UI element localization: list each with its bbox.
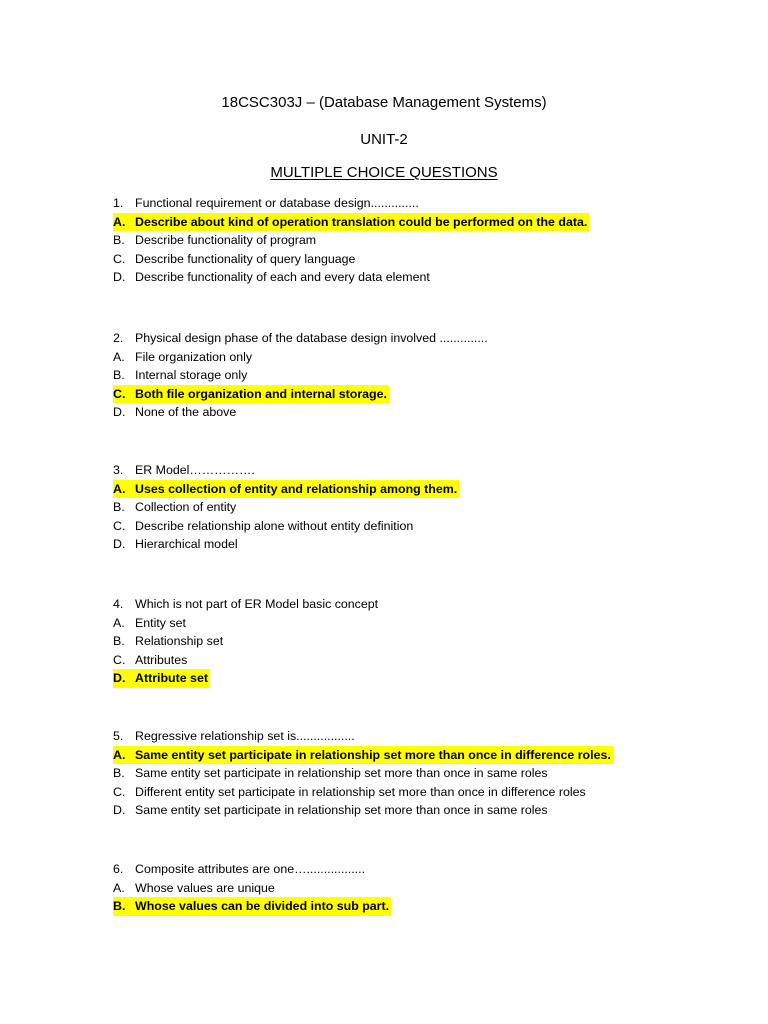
option (113, 632, 733, 651)
option-marker: C. (113, 251, 126, 266)
question-block (113, 595, 733, 688)
question-number: 1. (113, 196, 124, 210)
question-line (113, 329, 733, 348)
option-marker: D. (113, 270, 126, 285)
option (113, 801, 733, 820)
option-marker: B. (113, 500, 125, 515)
option-marker: C. (113, 386, 126, 401)
option-text: Describe functionality of program (135, 233, 317, 248)
question-number: 6. (113, 862, 124, 876)
question-line (113, 595, 733, 614)
option-text: Both file organization and internal storage. (135, 386, 387, 401)
option (113, 250, 733, 269)
question-block (113, 194, 733, 287)
option-text: Describe about kind of operation translation could be performed on the data. (135, 214, 588, 229)
question-text: Physical design phase of the database design involved .............. (135, 331, 488, 345)
option-text: Uses collection of entity and relationship among them. (135, 481, 458, 496)
option-marker: D. (113, 537, 126, 552)
option-marker: D. (113, 405, 126, 420)
option (113, 879, 733, 898)
option-text: Attribute set (135, 671, 208, 686)
option (113, 403, 733, 422)
option-text: Whose values can be divided into sub part. (135, 899, 390, 914)
question-text: Functional requirement or database design.............. (135, 196, 419, 210)
question-number: 3. (113, 463, 124, 477)
option-text: Whose values are unique (135, 880, 275, 895)
option-marker: D. (113, 671, 126, 686)
option-marker: B. (113, 899, 126, 914)
option-marker: A. (113, 615, 125, 630)
question-line (113, 194, 733, 213)
answer-option (113, 746, 613, 765)
option-marker: C. (113, 784, 126, 799)
question-line (113, 461, 733, 480)
question-block (113, 727, 733, 820)
option-marker: B. (113, 368, 125, 383)
question-number: 5. (113, 729, 124, 743)
option-text: Same entity set participate in relationship set more than once in difference roles. (135, 747, 611, 762)
option (113, 783, 733, 802)
question-text: Regressive relationship set is................. (135, 729, 355, 743)
option (113, 498, 733, 517)
question-line (113, 727, 733, 746)
option-marker: A. (113, 747, 126, 762)
option-text: Describe relationship alone without entity definition (135, 518, 414, 533)
option-text: Attributes (135, 652, 188, 667)
unit-heading: UNIT-2 (360, 131, 408, 148)
option-text: Relationship set (135, 634, 224, 649)
answer-option (113, 385, 389, 404)
option-text: Collection of entity (135, 500, 237, 515)
option (113, 517, 733, 536)
question-number: 4. (113, 597, 124, 611)
option-text: File organization only (135, 349, 253, 364)
option-marker: B. (113, 766, 125, 781)
option-text: Same entity set participate in relationship set more than once in same roles (135, 766, 548, 781)
question-block (113, 461, 733, 554)
document-title: 18CSC303J – (Database Management Systems) (221, 94, 547, 111)
answer-option (113, 897, 391, 916)
option (113, 614, 733, 633)
answer-option (113, 480, 459, 499)
question-text: Composite attributes are one…................. (135, 862, 366, 876)
option (113, 366, 733, 385)
option-marker: A. (113, 349, 125, 364)
question-block (113, 860, 733, 916)
option-marker: C. (113, 518, 126, 533)
option (113, 535, 733, 554)
question-number: 2. (113, 331, 124, 345)
option-marker: A. (113, 481, 126, 496)
question-text: ER Model……………. (135, 463, 255, 477)
option-text: Hierarchical model (135, 537, 238, 552)
option-marker: B. (113, 634, 125, 649)
question-block (113, 329, 733, 422)
option-marker: A. (113, 214, 126, 229)
section-heading: MULTIPLE CHOICE QUESTIONS (270, 164, 498, 181)
option-marker: A. (113, 880, 125, 895)
option-marker: D. (113, 803, 126, 818)
option-marker: C. (113, 652, 126, 667)
option-text: Describe functionality of query language (135, 251, 356, 266)
question-text: Which is not part of ER Model basic concept (135, 597, 379, 611)
question-line (113, 860, 733, 879)
option (113, 764, 733, 783)
option-text: Internal storage only (135, 368, 248, 383)
answer-option (113, 669, 210, 688)
option (113, 348, 733, 367)
option-text: Entity set (135, 615, 186, 630)
option-text: Different entity set participate in relationship set more than once in difference roles (135, 784, 586, 799)
answer-option (113, 213, 589, 232)
option-marker: B. (113, 233, 125, 248)
option-text: Describe functionality of each and every data element (135, 270, 430, 285)
option-text: Same entity set participate in relationship set more than once in same roles (135, 803, 548, 818)
option-text: None of the above (135, 405, 237, 420)
option (113, 231, 733, 250)
option (113, 268, 733, 287)
option (113, 651, 733, 670)
